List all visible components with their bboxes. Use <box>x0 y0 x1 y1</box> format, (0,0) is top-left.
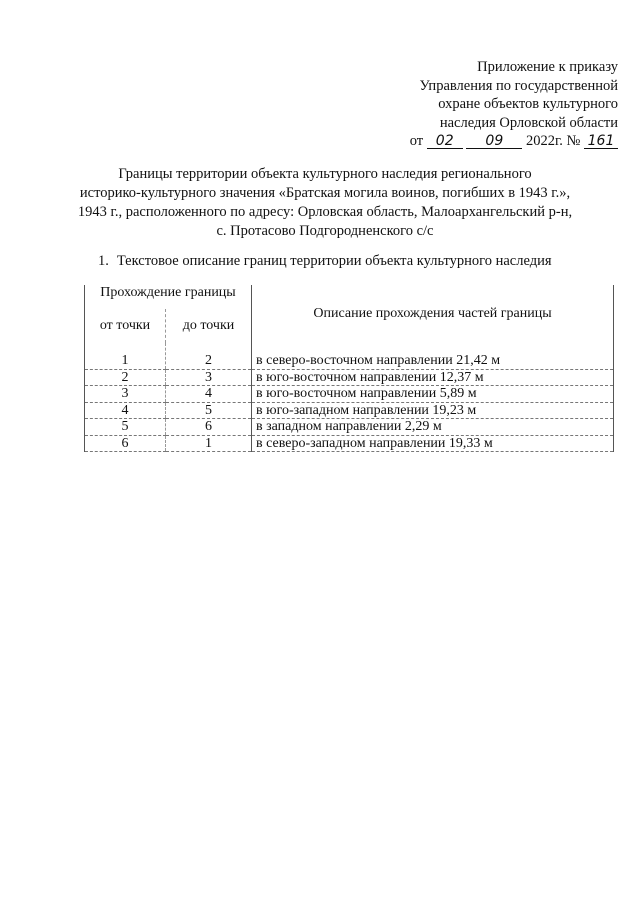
table-row <box>85 419 614 436</box>
to-point-cell: 5 <box>166 402 252 419</box>
table-row <box>85 343 614 369</box>
description-cell: в юго-западном направлении 19,23 м <box>252 402 614 419</box>
title-line-3: 1943 г., расположенного по адресу: Орловская область, Малоархангельский р-н, <box>77 204 573 220</box>
boundary-group-header: Прохождение границы <box>85 285 252 309</box>
document-title <box>30 165 620 241</box>
to-point-cell: 1 <box>166 435 252 452</box>
title-line-2: историко-культурного значения «Братская могила воинов, погибших в 1943 г.», <box>79 185 571 201</box>
description-cell: в западном направлении 2,29 м <box>252 419 614 436</box>
order-appendix-header <box>358 58 618 151</box>
from-point-cell: 4 <box>85 402 166 419</box>
to-point-cell: 3 <box>166 369 252 386</box>
appendix-line-3: охране объектов культурного <box>438 96 618 112</box>
appendix-line-2: Управления по государственной <box>419 77 618 94</box>
from-point-cell: 3 <box>85 386 166 403</box>
description-cell: в юго-восточном направлении 12,37 м <box>252 369 614 386</box>
table-header-row <box>85 285 614 309</box>
to-point-cell: 2 <box>166 343 252 369</box>
appendix-line-1: Приложение к приказу <box>477 59 618 75</box>
to-point-cell: 4 <box>166 386 252 403</box>
handwritten-order-number: 161 <box>584 134 618 149</box>
table-row <box>85 435 614 452</box>
to-point-cell: 6 <box>166 419 252 436</box>
from-point-cell: 5 <box>85 419 166 436</box>
section-heading-text: Текстовое описание границ территории объекта культурного наследия <box>116 253 552 269</box>
date-prefix: от <box>409 133 424 149</box>
handwritten-month: 09 <box>466 134 522 149</box>
description-cell: в юго-восточном направлении 5,89 м <box>252 386 614 403</box>
table-row <box>85 369 614 386</box>
description-header: Описание прохождения частей границы <box>252 285 614 343</box>
section-heading <box>98 253 552 270</box>
to-point-header: до точки <box>166 309 252 343</box>
table-row <box>85 402 614 419</box>
handwritten-day: 02 <box>427 134 463 149</box>
table-row <box>85 386 614 403</box>
title-line-1: Границы территории объекта культурного наследия регионального <box>118 166 532 182</box>
order-year-text: 2022г. № <box>525 133 581 149</box>
order-date-line <box>358 132 618 151</box>
description-cell: в северо-восточном направлении 21,42 м <box>252 343 614 369</box>
section-number: 1. <box>98 253 109 269</box>
from-point-cell: 2 <box>85 369 166 386</box>
from-point-cell: 1 <box>85 343 166 369</box>
description-cell: в северо-западном направлении 19,33 м <box>252 435 614 452</box>
from-point-cell: 6 <box>85 435 166 452</box>
title-line-4: с. Протасово Подгородненского с/с <box>216 223 434 239</box>
appendix-line-4: наследия Орловской области <box>439 114 618 131</box>
from-point-header: от точки <box>85 309 166 343</box>
boundary-table <box>84 285 614 452</box>
